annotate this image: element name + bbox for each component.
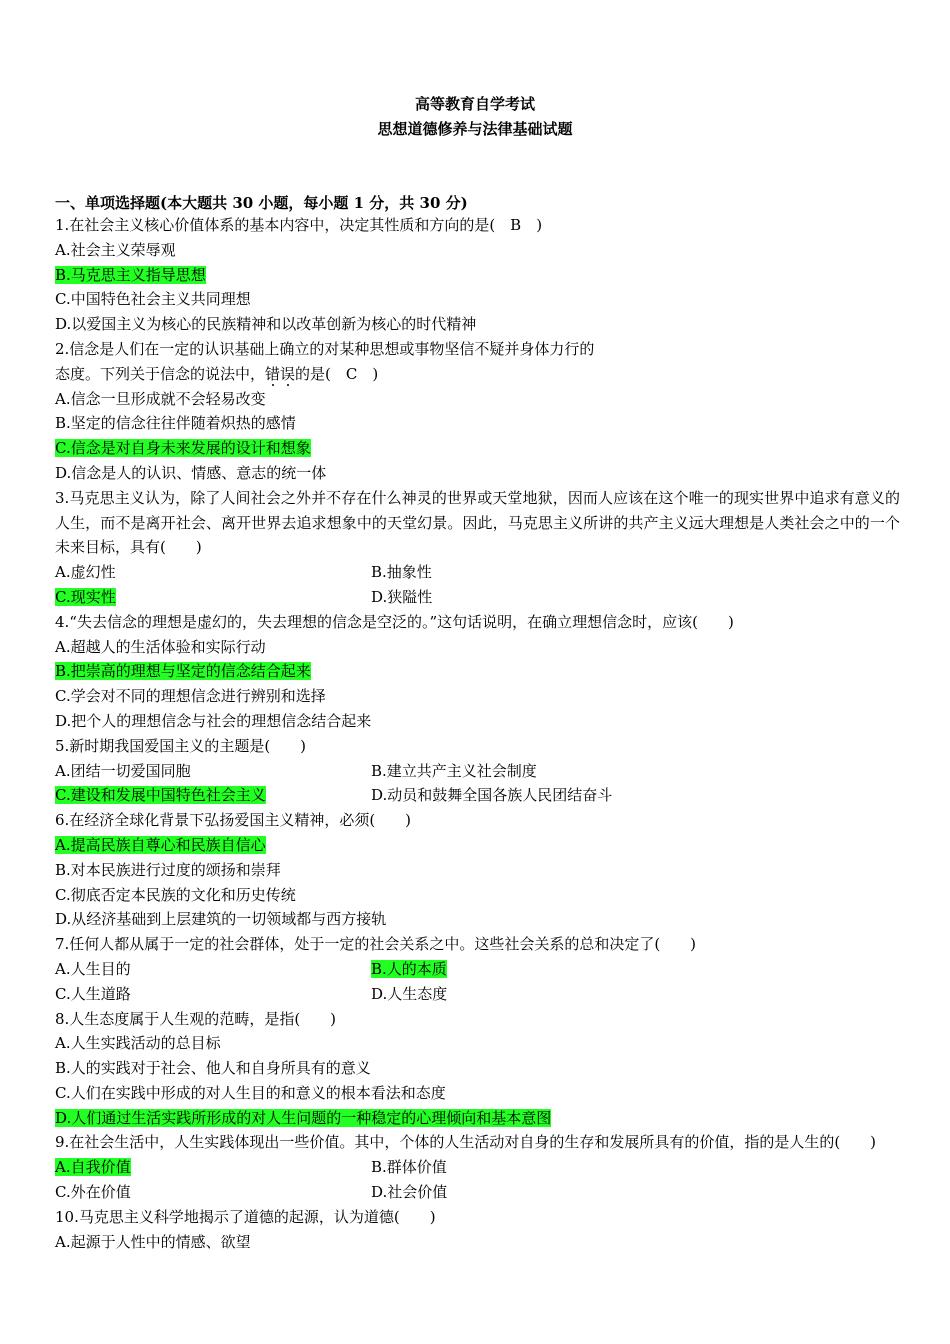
q2-option-b: B.坚定的信念往往伴随着炽热的感情 bbox=[55, 414, 296, 433]
q6-option-c: C.彻底否定本民族的文化和历史传统 bbox=[55, 885, 296, 904]
q5-option-d: D.动员和鼓舞全国各族人民团结奋斗 bbox=[371, 786, 613, 805]
q7-option-a: A.人生目的 bbox=[55, 959, 131, 978]
q5-options-row2 bbox=[55, 783, 900, 808]
q4-option-b bbox=[55, 659, 900, 684]
section-heading: 一、单项选择题(本大题共 30 小题，每小题 1 分，共 30 分) bbox=[55, 194, 468, 212]
q9-option-b: B.群体价值 bbox=[371, 1158, 447, 1177]
question-4-stem: 4.“失去信念的理想是虚幻的，失去理想的信念是空泛的。”这句话说明，在确立理想信念时，应该( ) bbox=[55, 612, 734, 631]
question-7-stem: 7.任何人都从属于一定的社会群体，处于一定的社会关系之中。这些社会关系的总和决定了( ) bbox=[55, 935, 697, 954]
q3-options-row2 bbox=[55, 585, 900, 610]
q2-stem-pre: 态度。下列关于信念的说法中， bbox=[55, 364, 266, 383]
q7-options-row2 bbox=[55, 982, 900, 1007]
q5-options-row1 bbox=[55, 759, 900, 784]
q3-option-a: A.虚幻性 bbox=[55, 563, 116, 582]
q7-option-d: D.人生态度 bbox=[371, 984, 448, 1003]
emphasis-char: 错 bbox=[265, 364, 281, 383]
q9-options-row1 bbox=[55, 1155, 900, 1180]
question-list bbox=[55, 213, 900, 1254]
answer-highlight: A.提高民族自尊心和民族自信心 bbox=[55, 835, 266, 854]
q5-option-b: B.建立共产主义社会制度 bbox=[371, 761, 537, 780]
q2-option-d: D.信念是人的认识、情感、意志的统一体 bbox=[55, 463, 327, 482]
q2-stem-post: 的是( C ) bbox=[295, 364, 379, 383]
q10-option-a: A.起源于人性中的情感、欲望 bbox=[55, 1232, 251, 1251]
answer-highlight: B.马克思主义指导思想 bbox=[55, 265, 206, 284]
q3-option-c bbox=[55, 585, 371, 610]
q6-option-b: B.对本民族进行过度的颂扬和崇拜 bbox=[55, 860, 281, 879]
q8-option-a: A.人生实践活动的总目标 bbox=[55, 1034, 221, 1053]
answer-highlight: A.自我价值 bbox=[55, 1158, 131, 1177]
answer-highlight: C.现实性 bbox=[55, 587, 116, 606]
q9-option-c: C.外在价值 bbox=[55, 1183, 131, 1202]
answer-highlight: B.人的本质 bbox=[371, 959, 447, 978]
question-3-stem: 3.马克思主义认为，除了人间社会之外并不存在什么神灵的世界或天堂地狱，因而人应该在这个唯一的现实世界中追求有意义的人生，而不是离开社会、离开世界去追求想象中的天堂幻景。因此，马克思主义所讲的共产主义远大理想是人类社会之中的一个未来目标，具有( ) bbox=[55, 488, 900, 557]
question-5-stem: 5.新时期我国爱国主义的主题是( ) bbox=[55, 736, 307, 755]
q5-option-c bbox=[55, 783, 371, 808]
answer-highlight: B.把崇高的理想与坚定的信念结合起来 bbox=[55, 662, 311, 681]
question-1-stem: 1.在社会主义核心价值体系的基本内容中，决定其性质和方向的是( B ) bbox=[55, 216, 543, 234]
q7-option-b bbox=[371, 957, 687, 982]
q2-option-a: A.信念一旦形成就不会轻易改变 bbox=[55, 389, 266, 408]
q6-option-a bbox=[55, 833, 900, 858]
q3-option-b: B.抽象性 bbox=[371, 563, 432, 582]
q1-option-a: A.社会主义荣辱观 bbox=[55, 240, 176, 259]
answer-highlight: C.信念是对自身未来发展的设计和想象 bbox=[55, 439, 311, 458]
q8-option-d bbox=[55, 1106, 900, 1131]
q1-option-c: C.中国特色社会主义共同理想 bbox=[55, 290, 251, 309]
q8-option-b: B.人的实践对于社会、他人和自身所具有的意义 bbox=[55, 1059, 371, 1078]
q7-options-row1 bbox=[55, 957, 900, 982]
q4-option-c: C.学会对不同的理想信念进行辨别和选择 bbox=[55, 687, 326, 706]
question-6-stem: 6.在经济全球化背景下弘扬爱国主义精神，必须( ) bbox=[55, 811, 412, 830]
question-2-stem-line2 bbox=[55, 362, 900, 387]
answer-highlight: D.人们通过生活实践所形成的对人生问题的一种稳定的心理倾向和基本意图 bbox=[55, 1108, 552, 1127]
question-9-stem: 9.在社会生活中，人生实践体现出一些价值。其中，个体的人生活动对自身的生存和发展所具有的价值，指的是人生的( ) bbox=[55, 1133, 877, 1152]
emphasis-char: 误 bbox=[280, 364, 296, 383]
q1-option-d: D.以爱国主义为核心的民族精神和以改革创新为核心的时代精神 bbox=[55, 315, 477, 334]
q9-option-a bbox=[55, 1155, 371, 1180]
answer-highlight: C.建设和发展中国特色社会主义 bbox=[55, 786, 266, 805]
q3-options-row1 bbox=[55, 560, 900, 585]
question-10-stem: 10.马克思主义科学地揭示了道德的起源，认为道德( ) bbox=[55, 1207, 436, 1226]
q7-option-c: C.人生道路 bbox=[55, 984, 131, 1003]
q9-option-d: D.社会价值 bbox=[371, 1183, 448, 1202]
q9-options-row2 bbox=[55, 1180, 900, 1205]
q4-option-d: D.把个人的理想信念与社会的理想信念结合起来 bbox=[55, 711, 372, 730]
q6-option-d: D.从经济基础到上层建筑的一切领域都与西方接轨 bbox=[55, 910, 387, 929]
q1-option-b bbox=[55, 263, 900, 288]
question-2-stem-line1: 2.信念是人们在一定的认识基础上确立的对某种思想或事物坚信不疑并身体力行的 bbox=[55, 339, 595, 358]
q3-option-d: D.狭隘性 bbox=[371, 587, 433, 606]
q4-option-a: A.超越人的生活体验和实际行动 bbox=[55, 637, 266, 656]
q5-option-a: A.团结一切爱国同胞 bbox=[55, 761, 191, 780]
question-8-stem: 8.人生态度属于人生观的范畴，是指( ) bbox=[55, 1009, 337, 1028]
exam-subject-title: 思想道德修养与法律基础试题 bbox=[377, 120, 573, 138]
exam-title: 高等教育自学考试 bbox=[414, 95, 535, 113]
q2-option-c bbox=[55, 436, 900, 461]
q8-option-c: C.人们在实践中形成的对人生目的和意义的根本看法和态度 bbox=[55, 1083, 446, 1102]
